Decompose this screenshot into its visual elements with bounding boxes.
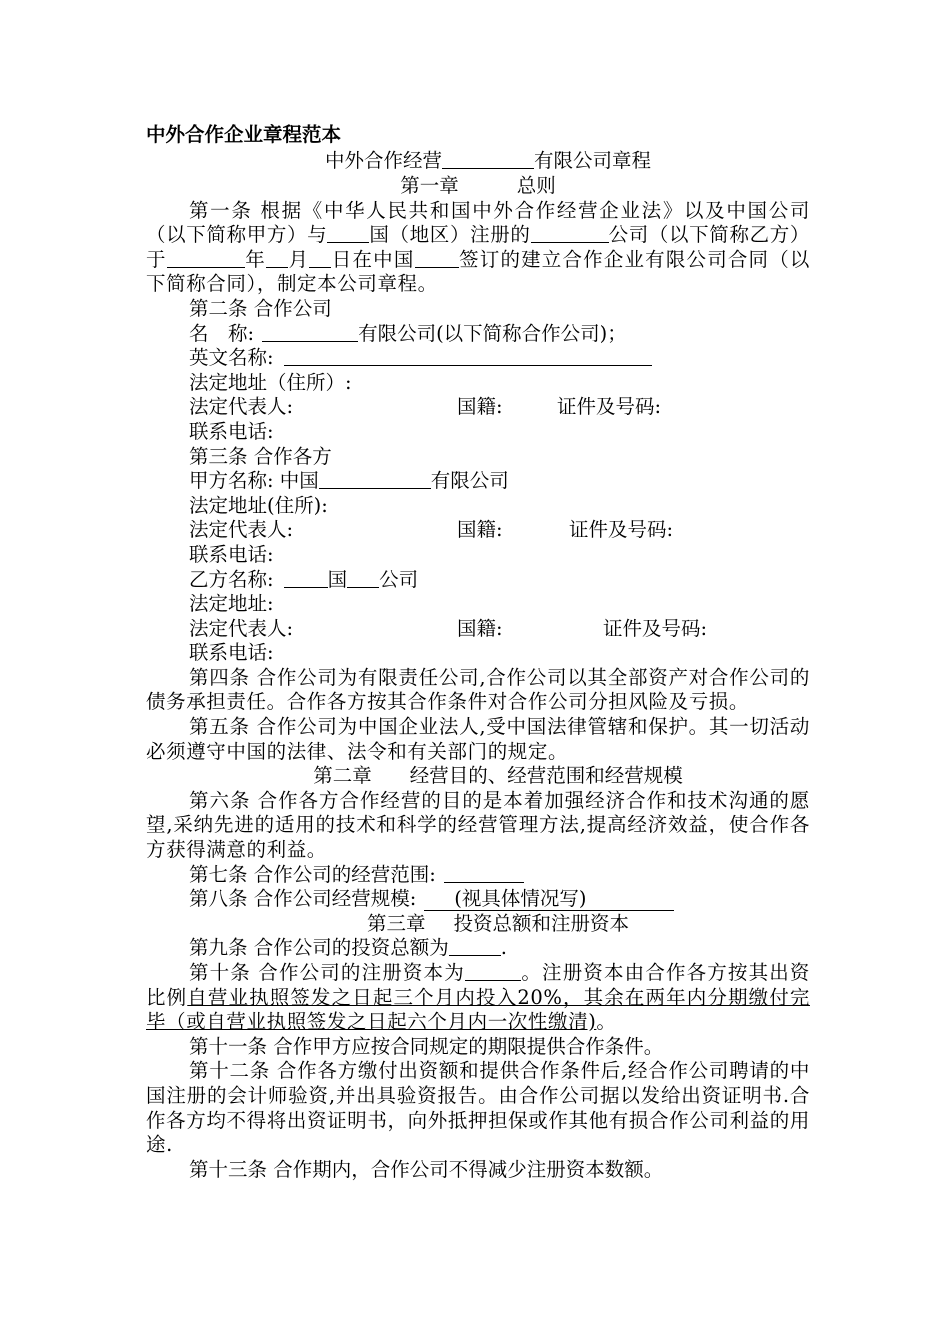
- blank: [531, 224, 609, 243]
- party-b-phone-row: 联系电话:: [189, 641, 274, 665]
- article-1-text: 第一条 根据《中华人民共和国中外合作经营企业法》以及中国公司（以下简称甲方）与: [146, 198, 810, 247]
- company-name-blank: [442, 150, 534, 169]
- field-label: 法定代表人:: [189, 395, 294, 419]
- chapter-name: 总则: [516, 174, 556, 197]
- article-8: [146, 887, 810, 912]
- chapter-heading: [146, 912, 810, 937]
- article-1-text: 签订的建立合作企业有限公司合同（以下简称合同），制定本公司章程。: [146, 247, 811, 296]
- article-1-text: 日在中国: [331, 247, 415, 271]
- article-7-text: 第七条 合作公司的经营范围:: [189, 862, 436, 886]
- party-a-representative-row: [146, 518, 810, 543]
- blank: [262, 323, 358, 342]
- field-label: 乙方名称:: [189, 567, 274, 591]
- field-label: 法定代表人:: [189, 616, 294, 640]
- document-body: [146, 148, 810, 1182]
- chapter-label: 第二章: [313, 764, 372, 788]
- article-13: 第十三条 合作期内，合作公司不得减少注册资本数额。: [189, 1157, 664, 1181]
- field-label: 证件及号码:: [557, 395, 662, 419]
- field-label: 证件及号码:: [603, 616, 708, 640]
- english-name-row: [146, 346, 810, 371]
- chapter-label: 第一章: [400, 174, 459, 197]
- chapter-heading: [146, 174, 810, 199]
- party-a-name-row: [146, 469, 810, 494]
- party-b-address-row: 法定地址:: [189, 592, 274, 616]
- article-10-underlined-text: 自营业执照签发之日起三个月内投入20%，其余在两年内分期缴付完毕（或自营业执照签发之日起六个月内一次性缴清): [146, 985, 810, 1034]
- article-11: 第十一条 合作甲方应按合同规定的期限提供合作条件。: [189, 1034, 664, 1058]
- blank: [167, 249, 245, 268]
- blank: [266, 249, 288, 268]
- blank: [327, 224, 369, 243]
- article-6: 第六条 合作各方合作经营的目的是本着加强经济合作和技术沟通的愿望,采纳先进的适用的技术和科学的经营管理方法,提高经济效益，使合作各方获得满意的利益。: [146, 788, 810, 862]
- chapter-name: 经营目的、经营范围和经营规模: [409, 764, 683, 788]
- business-scale-value: [424, 888, 674, 911]
- field-text: 公司: [379, 567, 419, 591]
- charter-title-suffix: 有限公司章程: [534, 149, 652, 172]
- article-12: 第十二条 合作各方缴付出资额和提供合作条件后,经合作公司聘请的中国注册的会计师验资,并出具验资报告。由合作公司据以发给出资证明书.合作各方均不得将出资证明书，向外抵押担保或作其他有损合作公司利益的用途.: [146, 1059, 810, 1157]
- chapter-label: 第三章: [366, 911, 426, 935]
- blank: [309, 249, 331, 268]
- company-name-row: [146, 322, 810, 347]
- charter-title: [146, 148, 810, 174]
- article-3-title: 第三条 合作各方: [189, 444, 332, 468]
- party-a-phone-row: 联系电话:: [189, 542, 274, 566]
- party-a-address-row: 法定地址(住所):: [189, 493, 328, 517]
- article-1-text: 国（地区）注册的: [369, 223, 531, 247]
- field-label: 法定代表人:: [189, 518, 294, 542]
- chapter-heading: [146, 764, 810, 789]
- field-text: 有限公司(以下简称合作公司)；: [358, 321, 627, 345]
- article-9-text: .: [500, 936, 507, 960]
- article-10: [146, 961, 810, 1035]
- blank: [284, 569, 328, 588]
- blank: [347, 569, 379, 588]
- phone-row: 联系电话:: [189, 419, 274, 443]
- blank: [465, 962, 521, 981]
- field-label: 国籍:: [457, 395, 503, 419]
- field-text: 有限公司: [430, 469, 509, 493]
- article-1: [146, 199, 810, 297]
- address-row: 法定地址（住所）:: [189, 370, 352, 394]
- article-5: 第五条 合作公司为中国企业法人,受中国法律管辖和保护。其一切活动必须遵守中国的法律、法令和有关部门的规定。: [146, 715, 810, 763]
- field-label: 证件及号码:: [569, 518, 674, 542]
- article-1-text: 月: [287, 247, 310, 271]
- blank: [444, 864, 524, 883]
- article-10-text: 。: [596, 1010, 617, 1034]
- article-2-title: 第二条 合作公司: [189, 296, 332, 320]
- party-b-representative-row: [146, 617, 810, 642]
- field-label: 名 称:: [189, 321, 255, 345]
- blank: [415, 249, 459, 268]
- business-scale-text: (视具体情况写): [454, 887, 587, 911]
- article-1-text: 年: [244, 247, 266, 271]
- article-9: [146, 936, 810, 961]
- field-label: 国籍:: [457, 518, 503, 542]
- field-label: 英文名称:: [189, 346, 274, 370]
- party-b-name-row: [146, 568, 810, 593]
- article-1-text: 公司（以下简称乙方）于: [146, 223, 810, 271]
- chapter-name: 投资总额和注册资本: [453, 911, 630, 935]
- blank: [284, 347, 652, 366]
- article-4: 第四条 合作公司为有限责任公司,合作公司以其全部资产对合作公司的债务承担责任。合作各方按其合作条件对合作公司分担风险及亏损。: [146, 665, 810, 714]
- article-10-text: 。注册资本由合作各方按其出资比例: [146, 961, 810, 1009]
- charter-title-prefix: 中外合作经营: [324, 149, 442, 172]
- article-10-text: 第十条 合作公司的注册资本为: [189, 961, 465, 984]
- article-7: [146, 863, 810, 888]
- field-text: 国: [327, 567, 348, 591]
- blank: [449, 937, 501, 956]
- article-8-text: 第八条 合作公司经营规模:: [189, 887, 417, 911]
- document-title: 中外合作企业章程范本: [146, 123, 342, 146]
- representative-row: [146, 395, 810, 420]
- field-label: 国籍:: [457, 616, 503, 640]
- blank: [319, 470, 431, 489]
- field-label: 甲方名称: 中国: [189, 469, 319, 493]
- article-9-text: 第九条 合作公司的投资总额为: [189, 936, 449, 960]
